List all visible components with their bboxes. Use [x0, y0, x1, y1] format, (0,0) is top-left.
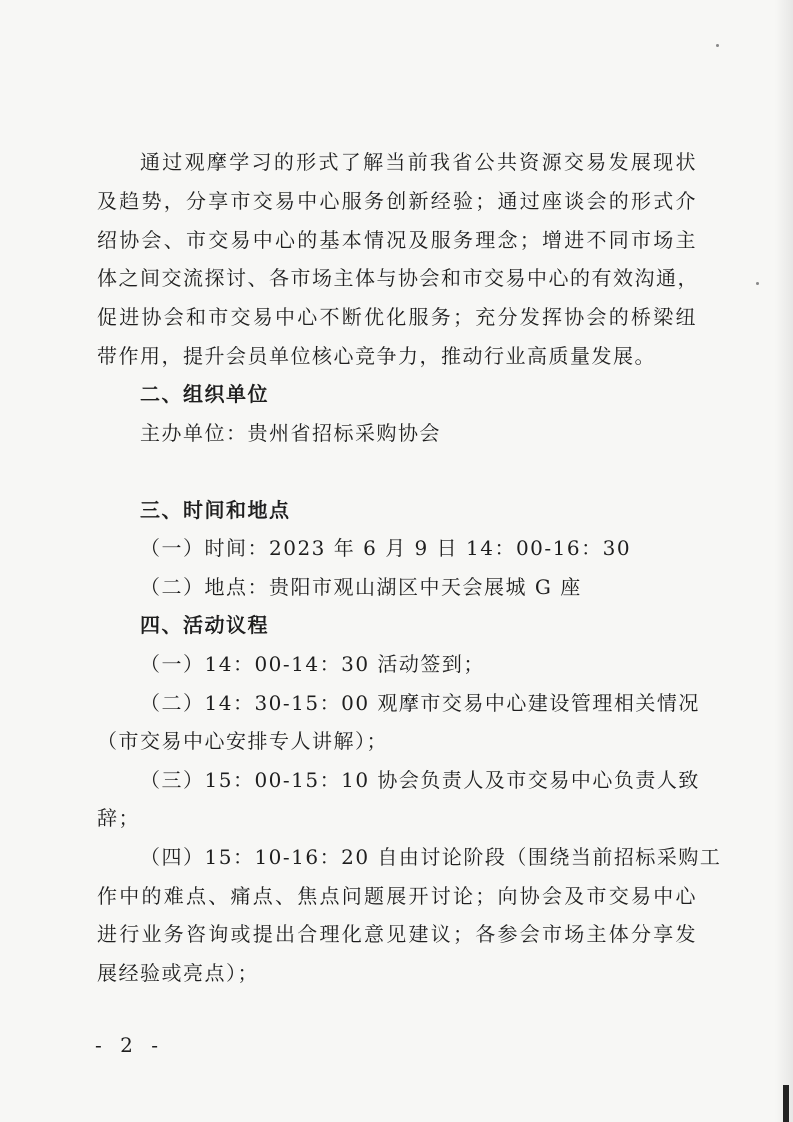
agenda-item-line: （市交易中心安排专人讲解）； — [97, 729, 388, 753]
agenda-item-line: （四）15：10-16：20 自由讨论阶段（围绕当前招标采购工 — [140, 845, 722, 869]
body-paragraph-line: 带作用，提升会员单位核心竞争力，推动行业高质量发展。 — [97, 344, 656, 368]
section-heading-agenda: 四、活动议程 — [140, 613, 269, 637]
scan-edge-mark — [783, 1085, 789, 1122]
scan-edge-shadow — [775, 0, 793, 1122]
agenda-item-line: 辞； — [97, 806, 140, 830]
body-paragraph-line: 促进协会和市交易中心不断优化服务；充分发挥协会的桥梁纽 — [97, 305, 697, 329]
section-heading-organizer: 二、组织单位 — [140, 382, 269, 406]
agenda-item-line: 展经验或亮点）； — [97, 961, 259, 985]
time-line: （一）时间：2023 年 6 月 9 日 14：00-16：30 — [140, 536, 632, 560]
agenda-item-line: （一）14：00-14：30 活动签到； — [140, 652, 485, 676]
body-paragraph-line: 通过观摩学习的形式了解当前我省公共资源交易发展现状 — [140, 150, 697, 174]
scan-speck — [716, 44, 719, 47]
scan-speck — [756, 282, 759, 285]
body-paragraph-line: 绍协会、市交易中心的基本情况及服务理念；增进不同市场主 — [97, 228, 697, 252]
place-line: （二）地点：贵阳市观山湖区中天会展城 G 座 — [140, 575, 582, 599]
body-paragraph-line: 体之间交流探讨、各市场主体与协会和市交易中心的有效沟通， — [97, 266, 699, 290]
agenda-item-line: 作中的难点、痛点、焦点问题展开讨论；向协会及市交易中心 — [97, 884, 697, 908]
agenda-item-line: （二）14：30-15：00 观摩市交易中心建设管理相关情况 — [140, 691, 700, 715]
page-number: - 2 - — [95, 1033, 164, 1057]
body-paragraph-line: 及趋势，分享市交易中心服务创新经验；通过座谈会的形式介 — [97, 189, 697, 213]
agenda-item-line: （三）15：00-15：10 协会负责人及市交易中心负责人致 — [140, 768, 700, 792]
section-heading-time-place: 三、时间和地点 — [140, 498, 291, 522]
organizer-line: 主办单位：贵州省招标采购协会 — [140, 421, 441, 445]
agenda-item-line: 进行业务咨询或提出合理化意见建议；各参会市场主体分享发 — [97, 922, 697, 946]
